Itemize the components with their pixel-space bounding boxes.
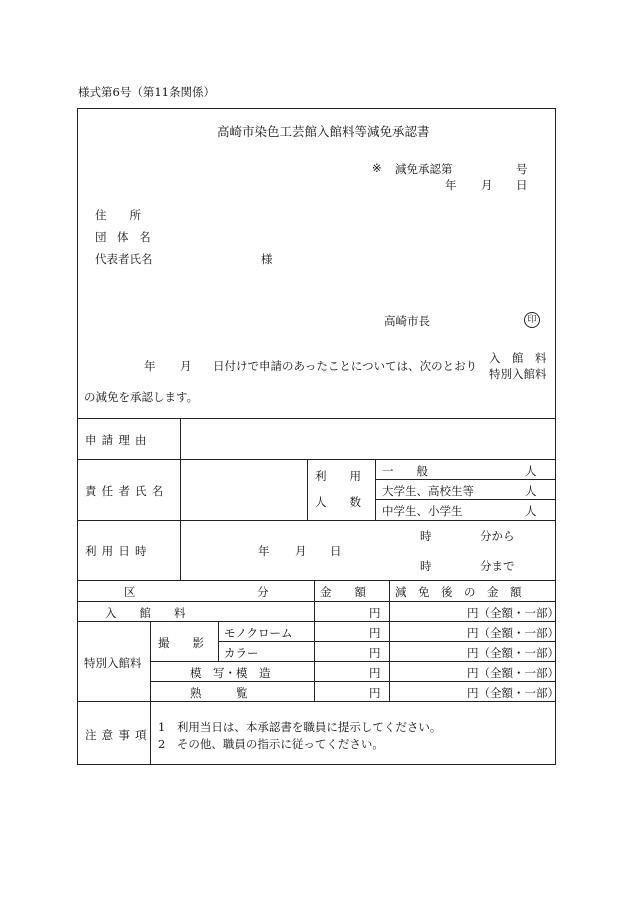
approval-number-suffix: 号 (516, 162, 528, 176)
rule (307, 459, 308, 520)
usage-month: 月 (295, 544, 307, 558)
photo-mono-label: モノクローム (224, 626, 293, 640)
rule (375, 479, 556, 480)
user-unit: 人 (525, 484, 537, 498)
approval-mark: ※ (372, 161, 382, 175)
time-from-minute: 分から (480, 529, 515, 543)
note-item: 2 その他、職員の指示に従ってください。 (158, 737, 384, 751)
rule (150, 681, 556, 682)
fee-option-entry: 入 館 料 (489, 351, 547, 365)
fee-yen: 円 (369, 666, 381, 680)
rule (77, 459, 556, 460)
fee-after-value: 円（全額・一部） (467, 686, 559, 700)
user-category-school: 中学生、小学生 (382, 504, 463, 518)
usage-year: 年 (258, 544, 270, 558)
rule (77, 601, 556, 602)
fee-after-value: 円（全額・一部） (467, 666, 559, 680)
user-unit: 人 (525, 464, 537, 478)
user-category-university: 大学生、高校生等 (382, 484, 474, 498)
honorific: 様 (261, 252, 273, 266)
body-text: 日付けで申請のあったことについては、次のとおり (213, 359, 478, 373)
user-category-general: 一 般 (382, 464, 428, 478)
representative-label: 代表者氏名 (95, 252, 153, 266)
issue-date-year: 年 (445, 178, 457, 192)
usage-day: 日 (330, 544, 342, 558)
body-month: 月 (180, 359, 192, 373)
responsible-label: 責任者氏名 (85, 484, 169, 498)
notes-label: 注意事項 (85, 728, 152, 742)
note-item: 1 利用当日は、本承認書を職員に提示してください。 (158, 720, 442, 734)
user-unit: 人 (525, 504, 537, 518)
rule (389, 580, 390, 701)
fee-option-special: 特別入館料 (489, 367, 547, 381)
photo-color-label: カラー (224, 646, 259, 660)
fee-after-value: 円（全額・一部） (467, 626, 559, 640)
rule (77, 520, 556, 521)
rule (150, 661, 556, 662)
rule (375, 459, 376, 520)
body-year: 年 (144, 359, 156, 373)
time-from-hour: 時 (420, 529, 432, 543)
rule (77, 621, 556, 622)
usage-datetime-label: 利用日時 (85, 544, 152, 558)
approval-number-label: 減免承認第 (395, 162, 453, 176)
issuer-name: 高崎市長 (384, 314, 430, 328)
rule (180, 418, 181, 580)
body-continuation: の減免を承認します。 (84, 390, 199, 404)
group-name-label: 団 体 名 (95, 230, 155, 244)
rule (218, 621, 219, 661)
fee-after-value: 円（全額・一部） (467, 646, 559, 660)
reason-label: 申請理由 (85, 433, 152, 447)
copy-label: 模 写・模 造 (190, 666, 271, 680)
fee-yen: 円 (369, 626, 381, 640)
rule (150, 621, 151, 701)
rule (77, 701, 556, 702)
fee-yen: 円 (369, 606, 381, 620)
rule (77, 580, 556, 581)
study-label: 熟 覧 (190, 686, 248, 700)
fee-after-value: 円（全額・一部） (467, 606, 559, 620)
special-fee-label: 特別入館料 (84, 656, 142, 670)
users-label-bottom: 人 数 (315, 495, 361, 509)
form-number: 様式第6号（第11条関係） (78, 85, 215, 99)
seal-mark: 印 (524, 312, 540, 328)
issue-date-day: 日 (516, 178, 528, 192)
fee-header-amount: 金 額 (320, 585, 366, 599)
document-title: 高崎市染色工芸館入館料等減免承認書 (217, 124, 430, 139)
rule (218, 641, 556, 642)
fee-yen: 円 (369, 686, 381, 700)
photo-label: 撮 影 (158, 636, 204, 650)
rule (314, 580, 315, 701)
time-to-minute: 分まで (480, 559, 515, 573)
fee-yen: 円 (369, 646, 381, 660)
fee-header-bun: 分 (257, 585, 269, 599)
time-to-hour: 時 (420, 559, 432, 573)
fee-header-ku: 区 (124, 585, 136, 599)
users-label-top: 利 用 (315, 469, 361, 483)
issue-date-month: 月 (481, 178, 493, 192)
rule (77, 418, 556, 419)
rule (375, 499, 556, 500)
fee-row-entry-label: 入 館 料 (105, 606, 186, 620)
fee-header-after: 減 免 後 の 金 額 (395, 585, 522, 599)
address-label: 住 所 (95, 208, 141, 222)
